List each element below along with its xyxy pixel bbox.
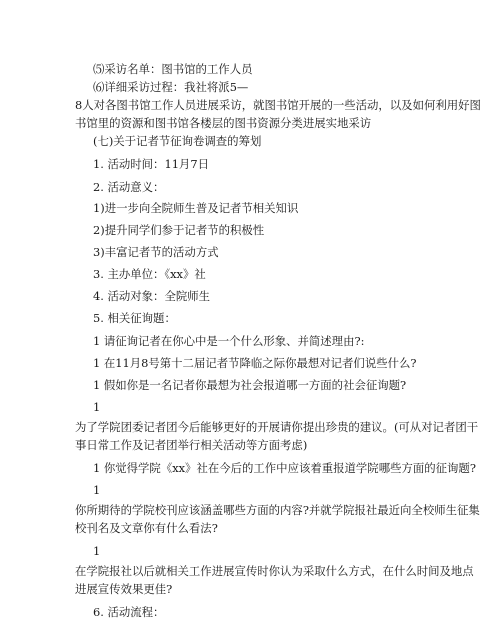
question-text: 进展宣传效果更佳? [75,582,173,596]
paragraph-line: 书馆里的资源和图书馆各楼层的图书资源分类进展实地采访 [75,116,372,130]
question-text: 事日常工作及记者团举行相关活动等方面考虑) [75,438,308,452]
question-item: 1 假如你是一名记者你最想为社会报道哪一方面的社会征询题? [93,378,407,392]
question-text: 为了学院团委记者团今后能够更好的开展请你提出珍贵的建议。(可从对记者团干 [75,420,479,434]
section-heading: (七)关于记者节征询卷调查的筹划 [93,134,262,148]
question-number: 1 [93,544,101,558]
list-item: 1. 活动时间：11月7日 [93,157,209,171]
interview-process-line: ⑹详细采访过程：我社将派5— [93,80,249,94]
question-number: 1 [93,483,101,497]
list-item: 5. 相关征询题： [93,311,176,325]
question-text: 在学院报社以后就相关工作进展宣传时你认为采取什么方式，在什么时间及地点 [75,564,474,578]
question-item: 1 请征询记者在你心中是一个什么形象、并简述理由?: [93,334,365,348]
list-item: 6. 活动流程： [93,605,165,619]
question-number: 1 [93,400,101,414]
question-text: 你所期待的学院校刊应该涵盖哪些方面的内容?并就学院报社最近向全校师生征集 [75,503,480,517]
list-item: 2. 活动意义： [93,180,165,194]
paragraph-line: 8人对各图书馆工作人员进展采访，就图书馆开展的一些活动，以及如何利用好图 [75,98,481,112]
list-item: 1)进一步向全院师生普及记者节相关知识 [93,201,299,215]
list-item: 2)提升同学们参于记者节的积极性 [93,223,265,237]
list-item: 4. 活动对象：全院师生 [93,289,211,303]
question-item: 1 你觉得学院《xx》社在今后的工作中应该着重报道学院哪些方面的征询题? [93,461,476,475]
interview-list-line: ⑸采访名单：图书馆的工作人员 [93,62,253,76]
list-item: 3. 主办单位：《xx》社 [93,267,206,281]
question-item: 1 在11月8号第十二届记者节降临之际你最想对记者们说些什么? [93,356,417,370]
question-text: 校刊名及文章你有什么看法? [75,521,218,535]
list-item: 3)丰富记者节的活动方式 [93,245,219,259]
